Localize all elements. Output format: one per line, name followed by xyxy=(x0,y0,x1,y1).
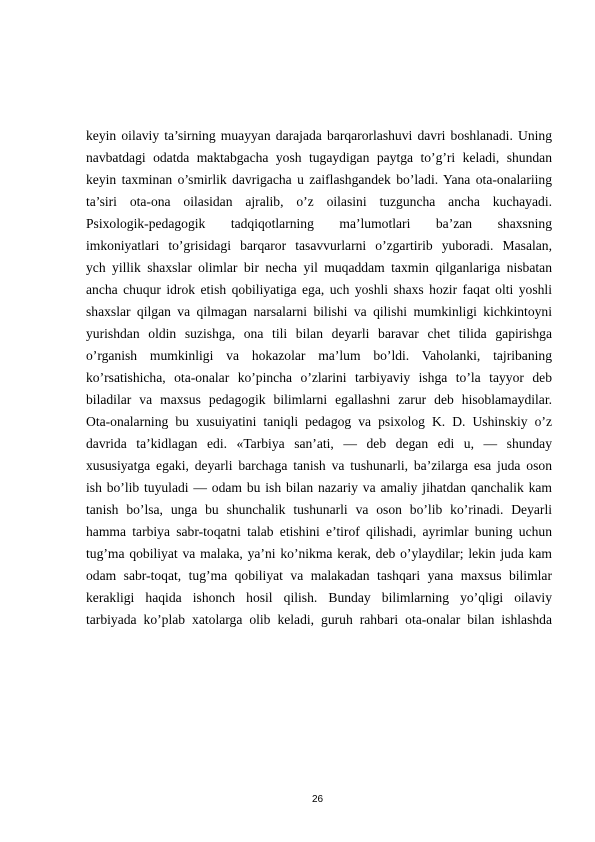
text-line: odam sabr-toqat, tug’ma qobiliyat va malakadan tashqari yana maxsus bilimlar xyxy=(86,568,552,583)
text-line: ancha chuqur idrok etish qobiliyatiga ega, uch yoshli shaxs hozir faqat olti yoshli xyxy=(86,282,552,297)
text-line: Psixologik-pedagogik tadqiqotlarning ma’lumotlari ba’zan shaxsning xyxy=(86,216,552,231)
text-line: navbatdagi odatda maktabgacha yosh tugaydigan paytga to’g’ri keladi, shundan xyxy=(86,150,552,165)
text-line: keyin oilaviy ta’sirning muayyan darajada barqarorlashuvi davri boshlanadi. Uning xyxy=(86,128,552,143)
body-text xyxy=(86,125,552,631)
text-line: o’rganish mumkinligi va hokazolar ma’lum bo’ldi. Vaholanki, tajribaning xyxy=(86,348,552,363)
text-line: ko’rsatishicha, ota-onalar ko’pincha o’zlarini tarbiyaviy ishga to’la tayyor deb xyxy=(86,370,552,385)
text-line: imkoniyatlari to’grisidagi barqaror tasavvurlarni o’zgartirib yuboradi. Masalan, xyxy=(86,238,552,253)
page-number: 26 xyxy=(311,794,324,805)
text-line: Ota-onalarning bu xusuiyatini taniqli pedagog va psixolog K. D. Ushinskiy o’z xyxy=(86,414,552,429)
text-line: xususiyatga egaki, deyarli barchaga tanish va tushunarli, ba’zilarga esa juda oson xyxy=(86,458,552,473)
text-line: biladilar va maxsus pedagogik bilimlarni egallashni zarur deb hisoblamaydilar. xyxy=(86,392,552,407)
text-line: tarbiyada ko’plab xatolarga olib keladi, guruh rahbari ota-onalar bilan ishlashda xyxy=(86,612,552,627)
text-line: yurishdan oldin suzishga, ona tili bilan deyarli baravar chet tilida gapirishga xyxy=(86,326,552,341)
text-line: ych yillik shaxslar olimlar bir necha yil muqaddam taxmin qilganlariga nisbatan xyxy=(86,260,552,275)
text-line: ish bo’lib tuyuladi — odam bu ish bilan nazariy va amaliy jihatdan qanchalik kam xyxy=(86,480,552,495)
text-line: kerakligi haqida ishonch hosil qilish. Bunday bilimlarning yo’qligi oilaviy xyxy=(86,590,552,605)
text-line: ta’siri ota-ona oilasidan ajralib, o’z oilasini tuzguncha ancha kuchayadi. xyxy=(86,194,552,209)
text-line: shaxslar qilgan va qilmagan narsalarni bilishi va qilishi mumkinligi kichkintoyni xyxy=(86,304,552,319)
text-line: davrida ta’kidlagan edi. «Tarbiya san’ati, — deb degan edi u, — shunday xyxy=(86,436,552,451)
text-line: hamma tarbiya sabr-toqatni talab etishini e’tirof qilishadi, ayrimlar buning uchun xyxy=(86,524,552,539)
text-line: tanish bo’lsa, unga bu shunchalik tushunarli va oson bo’lib ko’rinadi. Deyarli xyxy=(86,502,552,517)
text-line: keyin taxminan o’smirlik davrigacha u zaiflashgandek bo’ladi. Yana ota-onalariing xyxy=(86,172,552,187)
text-line: tug’ma qobiliyat va malaka, ya’ni ko’nikma kerak, deb o’ylaydilar; lekin juda kam xyxy=(86,546,552,561)
